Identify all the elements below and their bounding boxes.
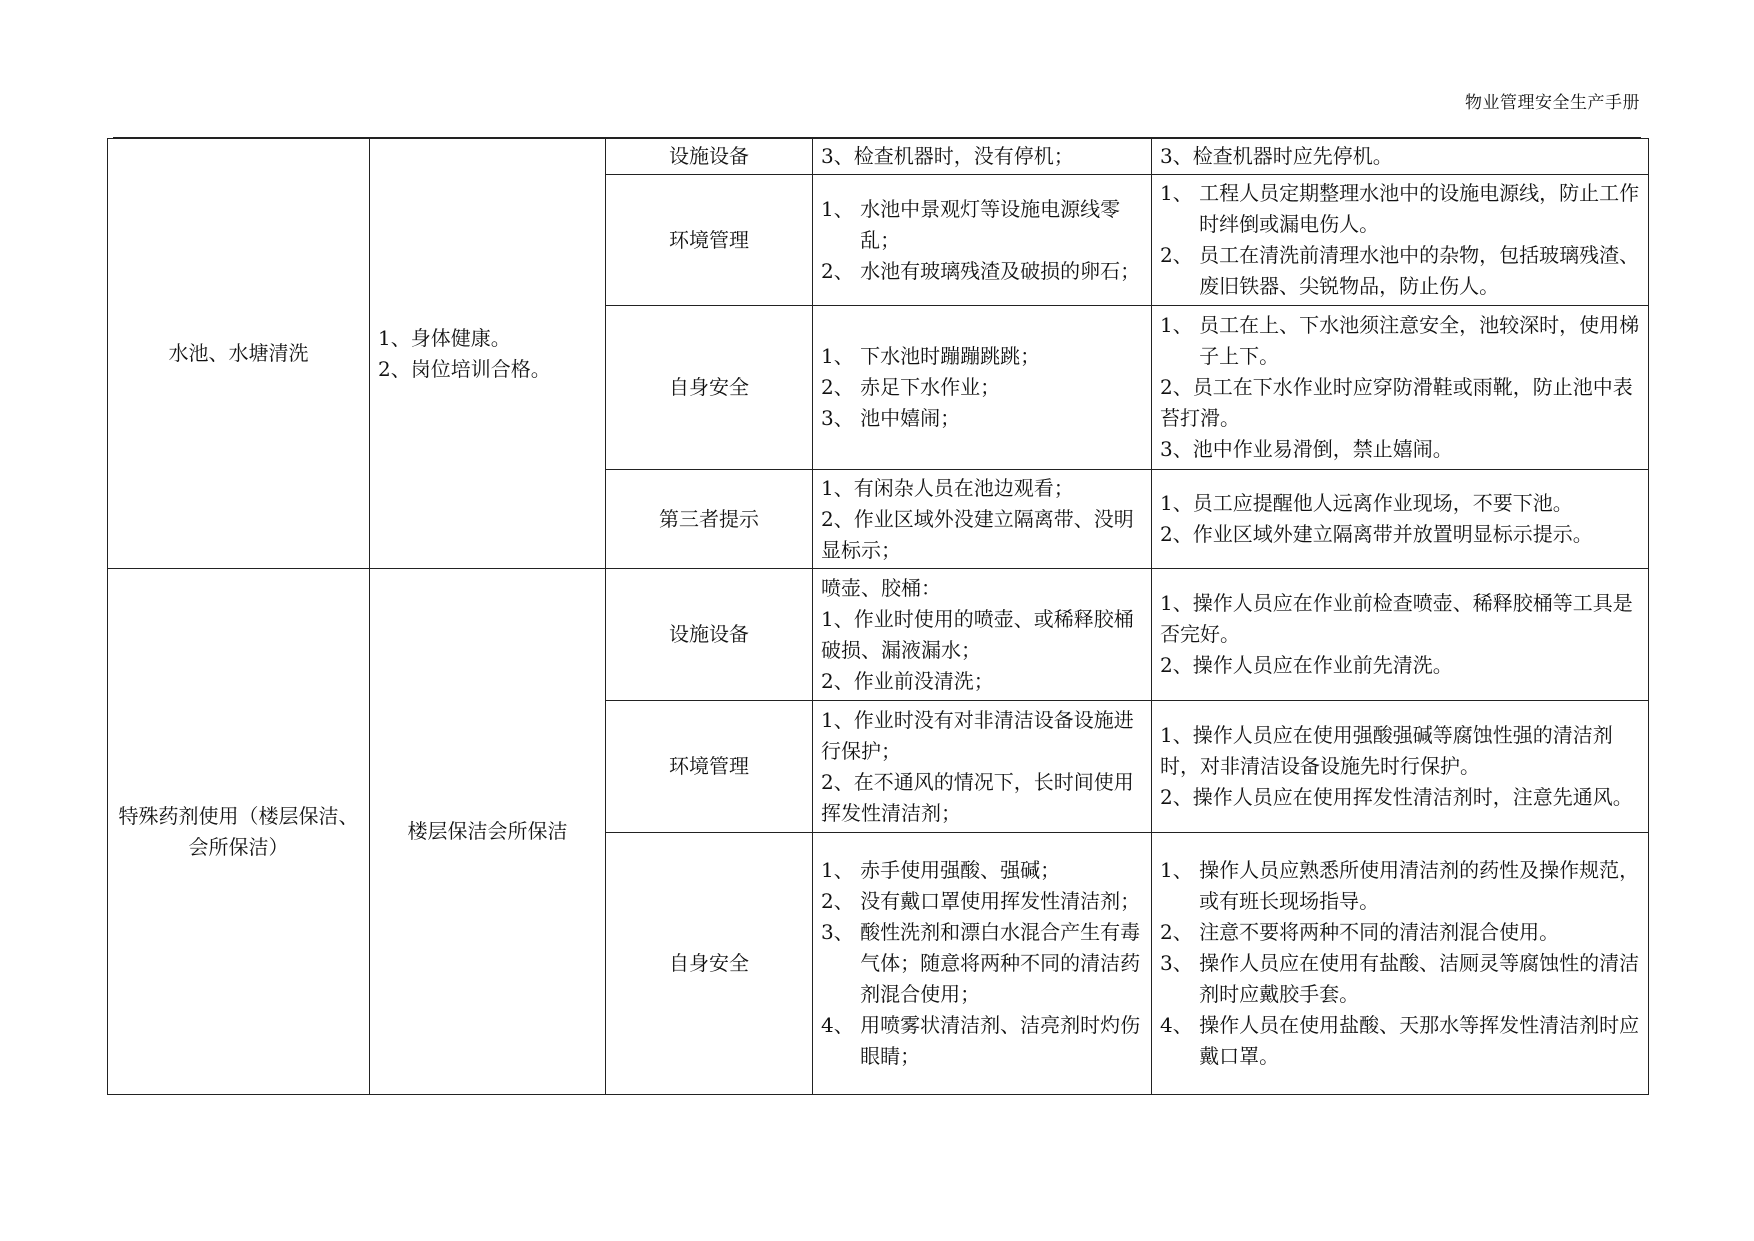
hazard-item: 喷壶、胶桶： bbox=[821, 575, 941, 600]
measure-item: 1、操作人员应在作业前检查喷壶、稀释胶桶等工具是否完好。 bbox=[1160, 591, 1633, 646]
measure-item: 3、 操作人员应在使用有盐酸、洁厕灵等腐蚀性的清洁剂时应戴胶手套。 bbox=[1160, 951, 1640, 1006]
category-cell: 设施设备 bbox=[606, 139, 813, 175]
hazard-item: 1、有闲杂人员在池边观看； bbox=[821, 475, 1074, 500]
measure-item: 2、作业区域外建立隔离带并放置明显标示提示。 bbox=[1160, 522, 1593, 546]
measure-cell bbox=[1152, 139, 1649, 175]
measure-item: 1、 操作人员应熟悉所使用清洁剂的药性及操作规范，或有班长现场指导。 bbox=[1160, 858, 1640, 913]
hazard-cell bbox=[813, 701, 1152, 833]
requirement-line: 楼层保洁会所保洁 bbox=[407, 819, 568, 843]
job-cell: 特殊药剂使用（楼层保洁、会所保洁） bbox=[108, 569, 370, 1095]
hazard-item: 4、 用喷雾状清洁剂、洁亮剂时灼伤眼睛； bbox=[821, 1013, 1141, 1068]
measure-item: 1、 工程人员定期整理水池中的设施电源线，防止工作时绊倒或漏电伤人。 bbox=[1160, 181, 1640, 236]
measure-item: 2、操作人员应在作业前先清洗。 bbox=[1160, 653, 1453, 677]
category-cell: 环境管理 bbox=[606, 175, 813, 306]
category-cell: 第三者提示 bbox=[606, 470, 813, 569]
hazard-cell bbox=[813, 833, 1152, 1095]
hazard-item: 3、 池中嬉闹； bbox=[821, 406, 961, 430]
job-cell: 水池、水塘清洗 bbox=[108, 139, 370, 569]
measure-cell bbox=[1152, 569, 1649, 701]
requirement-line: 2、岗位培训合格。 bbox=[378, 356, 551, 381]
measure-item: 3、池中作业易滑倒，禁止嬉闹。 bbox=[1160, 437, 1453, 461]
safety-table bbox=[107, 138, 1649, 1095]
category-cell: 自身安全 bbox=[606, 306, 813, 470]
hazard-cell bbox=[813, 569, 1152, 701]
requirements-cell bbox=[370, 139, 606, 569]
measure-item: 1、员工应提醒他人远离作业现场，不要下池。 bbox=[1160, 491, 1573, 515]
hazard-cell bbox=[813, 175, 1152, 306]
hazard-item: 1、 水池中景观灯等设施电源线零乱； bbox=[821, 196, 1121, 252]
hazard-item: 2、作业前没清洗； bbox=[821, 668, 994, 693]
hazard-cell bbox=[813, 139, 1152, 175]
hazard-item: 1、作业时没有对非清洁设备设施进行保护； bbox=[821, 707, 1134, 763]
measure-item: 1、操作人员应在使用强酸强碱等腐蚀性强的清洁剂时，对非清洁设备设施先时行保护。 bbox=[1160, 723, 1613, 778]
measure-cell bbox=[1152, 175, 1649, 306]
requirements-cell bbox=[370, 569, 606, 1095]
hazard-item: 1、 赤手使用强酸、强碱； bbox=[821, 858, 1061, 882]
table-row bbox=[108, 569, 1649, 701]
measure-cell bbox=[1152, 701, 1649, 833]
measure-item: 3、 检查机器时应先停机。 bbox=[1160, 144, 1393, 168]
requirement-line: 1、身体健康。 bbox=[378, 325, 511, 350]
hazard-item: 2、 赤足下水作业； bbox=[821, 375, 1001, 399]
hazard-item: 2、 没有戴口罩使用挥发性清洁剂； bbox=[821, 889, 1141, 913]
measure-cell bbox=[1152, 306, 1649, 470]
measure-item: 2、 员工在清洗前清理水池中的杂物，包括玻璃残渣、废旧铁器、尖锐物品，防止伤人。 bbox=[1160, 243, 1640, 298]
category-cell: 自身安全 bbox=[606, 833, 813, 1095]
hazard-item: 2、在不通风的情况下，长时间使用挥发性清洁剂； bbox=[821, 769, 1134, 825]
measure-item: 2、操作人员应在使用挥发性清洁剂时，注意先通风。 bbox=[1160, 785, 1633, 809]
hazard-cell bbox=[813, 470, 1152, 569]
measure-cell bbox=[1152, 833, 1649, 1095]
hazard-cell bbox=[813, 306, 1152, 470]
hazard-item: 2、 水池有玻璃残渣及破损的卵石； bbox=[821, 258, 1141, 283]
category-cell: 环境管理 bbox=[606, 701, 813, 833]
measure-item: 1、 员工在上、下水池须注意安全，池较深时，使用梯子上下。 bbox=[1160, 313, 1640, 368]
hazard-item: 3、 酸性洗剂和漂白水混合产生有毒气体；随意将两种不同的清洁药剂混合使用； bbox=[821, 920, 1141, 1006]
hazard-item: 1、 下水池时蹦蹦跳跳； bbox=[821, 344, 1041, 368]
measure-item: 2、员工在下水作业时应穿防滑鞋或雨靴，防止池中表苔打滑。 bbox=[1160, 375, 1633, 430]
measure-cell bbox=[1152, 470, 1649, 569]
measure-item: 4、 操作人员在使用盐酸、天那水等挥发性清洁剂时应戴口罩。 bbox=[1160, 1013, 1640, 1068]
hazard-item: 3、 检查机器时，没有停机； bbox=[821, 144, 1074, 168]
category-cell: 设施设备 bbox=[606, 569, 813, 701]
hazard-item: 2、作业区域外没建立隔离带、没明显标示； bbox=[821, 506, 1134, 562]
hazard-item: 1、作业时使用的喷壶、或稀释胶桶破损、漏液漏水； bbox=[821, 606, 1134, 662]
document-header-title: 物业管理安全生产手册 bbox=[1465, 93, 1640, 113]
measure-item: 2、 注意不要将两种不同的清洁剂混合使用。 bbox=[1160, 920, 1560, 944]
table-row bbox=[108, 139, 1649, 175]
